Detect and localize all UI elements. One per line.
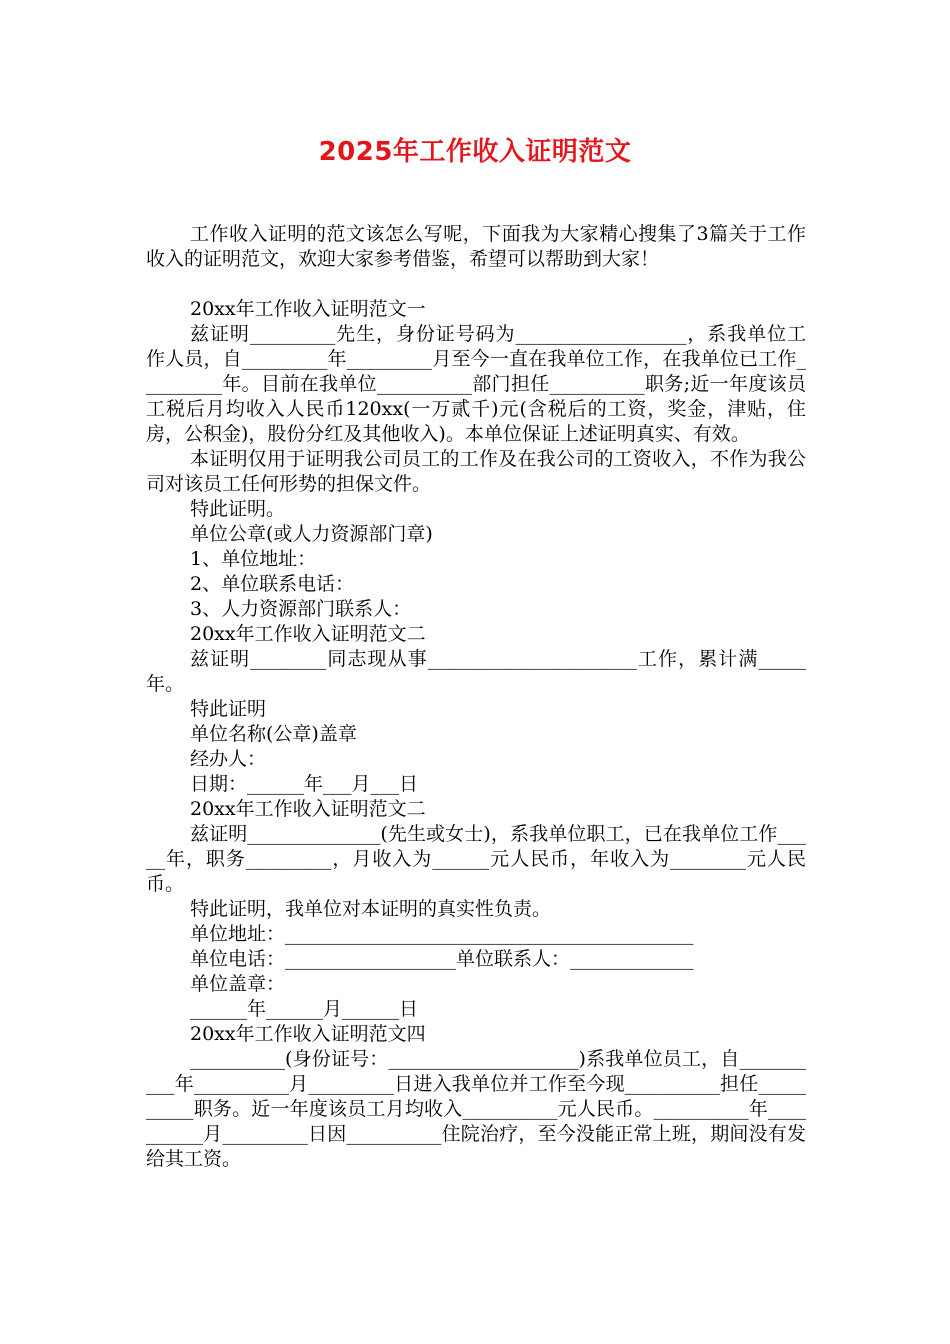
paragraph: 经办人： [190, 748, 267, 770]
paragraph-gap [146, 272, 806, 297]
paragraph: 兹证明________同志现从事______________________工作，累计满_____年。 [146, 648, 806, 695]
intro-paragraph: 工作收入证明的范文该怎么写呢，下面我为大家精心搜集了3篇关于工作收入的证明范文，欢迎大家参考借鉴，希望可以帮助到大家！ [146, 223, 806, 270]
paragraph: 特此证明。 [190, 498, 286, 520]
paragraph: 兹证明______________(先生或女士)，系我单位职工，已在我单位工作_____年，职务_________，月收入为______元人民币，年收入为________元人民币。 [146, 823, 806, 895]
section-heading-2: 20xx年工作收入证明范文二 [190, 623, 426, 645]
paragraph: 3、人力资源部门联系人： [190, 598, 412, 620]
paragraph: 本证明仅用于证明我公司员工的工作及在我公司的工资收入，不作为我公司对该员工任何形势的担保文件。 [146, 448, 806, 495]
paragraph: 单位公章(或人力资源部门章) [190, 523, 433, 545]
paragraph: 兹证明_________先生，身份证号码为__________________，系我单位工作人员，自_________年_________月至今一直在我单位工作，在我单位已工作_________年。目前在我单位__________部门担任__________职务;近一年度该员工税后月均收入人民币120xx(一万贰千)元(含税后的工资，奖金，津贴，住房，公积金)，股份分红及其他收入)。本单位保证上述证明真实、有效。 [146, 323, 806, 445]
paragraph: 日期：______年___月___日 [190, 773, 419, 795]
paragraph: 2、单位联系电话： [190, 573, 355, 595]
paragraph: 特此证明 [190, 698, 267, 720]
paragraph: 单位地址：___________________________________________ [190, 923, 694, 945]
paragraph: ______年______月______日 [190, 998, 419, 1020]
paragraph: 1、单位地址： [190, 548, 317, 570]
section-heading-3: 20xx年工作收入证明范文二 [190, 798, 426, 820]
paragraph: 单位盖章： [190, 973, 286, 995]
paragraph: 单位名称(公章)盖章 [190, 723, 357, 745]
document-title: 2025年工作收入证明范文 [318, 137, 632, 167]
paragraph: 单位电话：__________________单位联系人：_____________ [190, 948, 694, 970]
section-heading-1: 20xx年工作收入证明范文一 [190, 298, 426, 320]
section-heading-4: 20xx年工作收入证明范文四 [190, 1023, 426, 1045]
document-body [146, 222, 806, 1172]
paragraph: 特此证明，我单位对本证明的真实性负责。 [190, 898, 552, 920]
paragraph: __________(身份证号：____________________)系我单位员工，自__________年__________月_________日进入我单位并工作至今现__________担任__________职务。近一年度该员工月均收入__________元人民币。__________年__________月_________日因__________住院治疗，至今没能正常上班，期间没有发给其工资。 [146, 1048, 806, 1170]
